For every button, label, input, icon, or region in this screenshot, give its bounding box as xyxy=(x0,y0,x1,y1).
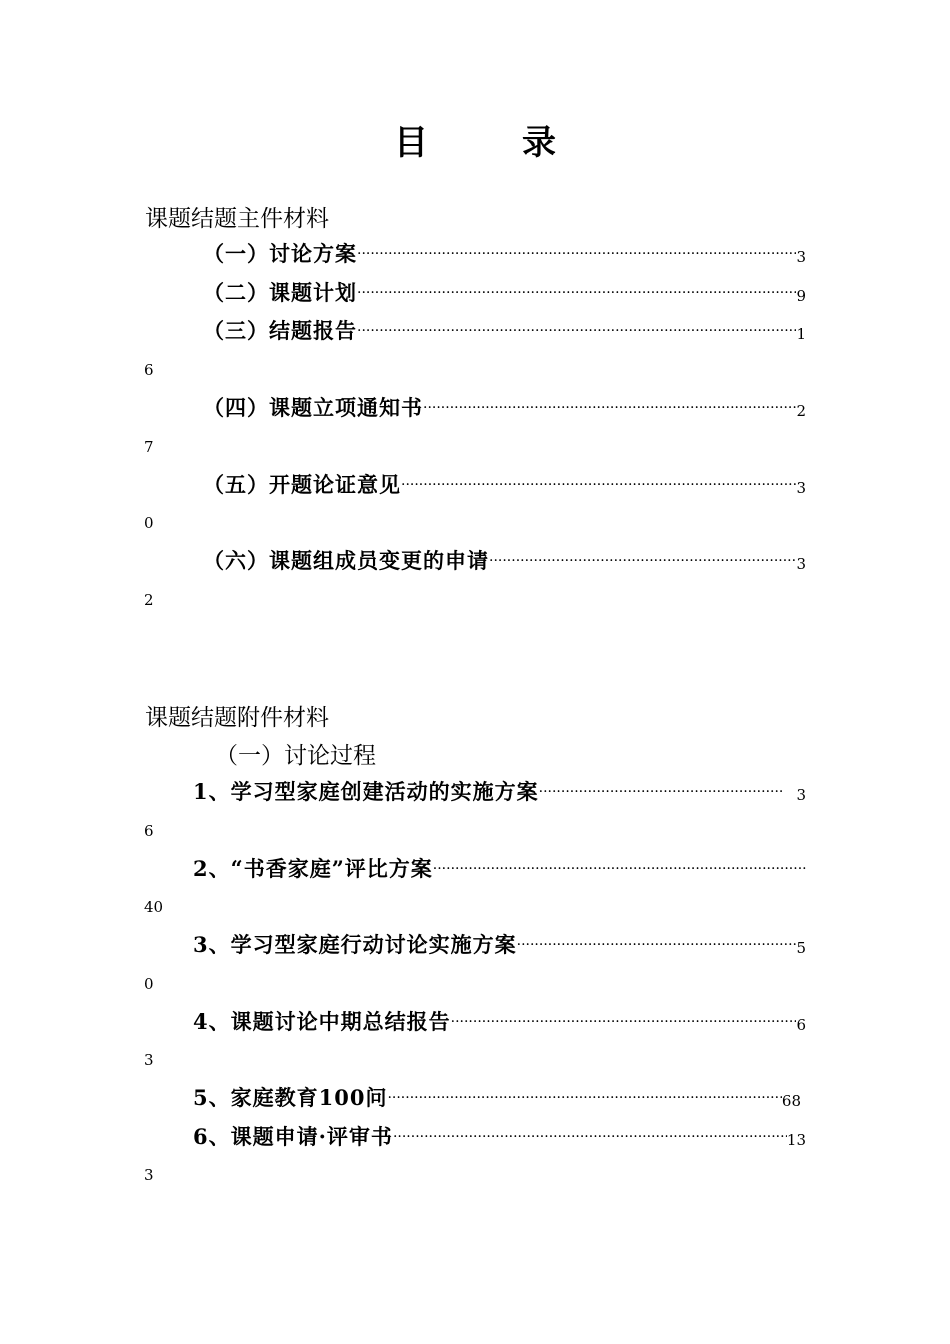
toc-entry[interactable] xyxy=(193,929,806,959)
toc-entry-page-wrap: 0 xyxy=(144,975,154,993)
toc-entry-label: （三）结题报告 xyxy=(203,318,357,343)
leader-dots xyxy=(357,323,796,339)
leader-dots xyxy=(489,553,796,569)
leader-dots xyxy=(387,1090,781,1106)
toc-entry-label: 4、课题讨论中期总结报告 xyxy=(193,1009,451,1034)
main-section-heading: 课题结题主件材料 xyxy=(145,206,329,232)
attachment-section-heading: 课题结题附件材料 xyxy=(145,705,329,731)
toc-entry-label: 6、课题申请·评审书 xyxy=(193,1124,393,1149)
toc-entry-page-wrap: 6 xyxy=(144,361,154,379)
toc-entry-label: （一）讨论方案 xyxy=(203,241,357,266)
toc-entry-label: （二）课题计划 xyxy=(203,280,357,305)
toc-entry-page-wrap: 3 xyxy=(144,1051,154,1069)
toc-entry-label: 2、“书香家庭”评比方案 xyxy=(193,856,433,881)
toc-entry-page: 3 xyxy=(796,786,806,804)
leader-dots xyxy=(517,937,797,953)
toc-entry-page-wrap: 0 xyxy=(144,514,154,532)
toc-entry-page-wrap: 6 xyxy=(144,822,154,840)
leader-dots xyxy=(401,477,796,493)
toc-entry[interactable] xyxy=(193,1006,806,1036)
toc-entry[interactable] xyxy=(203,545,806,575)
toc-entry-page: 2 xyxy=(796,402,806,420)
toc-entry[interactable] xyxy=(193,1082,801,1112)
toc-entry[interactable] xyxy=(203,315,806,345)
toc-entry-page-wrap: 3 xyxy=(144,1166,154,1184)
toc-entry-label: 1、学习型家庭创建活动的实施方案 xyxy=(193,779,539,804)
toc-entry-page: 1 xyxy=(796,325,806,343)
leader-dots xyxy=(357,285,796,301)
toc-entry-label: 3、学习型家庭行动讨论实施方案 xyxy=(193,932,517,957)
toc-entry-label: 5、家庭教育100问 xyxy=(193,1085,388,1110)
toc-entry-page: 3 xyxy=(796,555,806,573)
leader-dots xyxy=(393,1129,787,1145)
toc-entry[interactable] xyxy=(203,392,806,422)
toc-entry-page-wrap: 40 xyxy=(144,898,164,916)
leader-dots xyxy=(357,246,796,262)
toc-entry-page: 3 xyxy=(796,248,806,266)
toc-entry-page: 3 xyxy=(796,479,806,497)
toc-entry-page-wrap: 7 xyxy=(144,438,154,456)
leader-dots xyxy=(539,784,785,800)
toc-entry-page: 13 xyxy=(786,1131,806,1149)
toc-entry-label: （六）课题组成员变更的申请 xyxy=(203,548,489,573)
toc-entry[interactable] xyxy=(203,469,806,499)
toc-entry-label: （五）开题论证意见 xyxy=(203,472,401,497)
toc-entry-page: 68 xyxy=(781,1092,801,1110)
toc-entry[interactable] xyxy=(203,238,806,268)
toc-entry-page: 9 xyxy=(796,287,806,305)
attachment-subheading: （一）讨论过程 xyxy=(215,743,376,769)
toc-entry[interactable] xyxy=(193,776,806,806)
leader-dots xyxy=(423,400,796,416)
toc-entry-page-wrap: 2 xyxy=(144,591,154,609)
page-title: 目 录 xyxy=(394,123,586,163)
leader-dots xyxy=(451,1014,797,1030)
toc-entry-page: 5 xyxy=(796,939,806,957)
toc-entry-label: （四）课题立项通知书 xyxy=(203,395,423,420)
leader-dots xyxy=(433,861,806,877)
toc-entry[interactable] xyxy=(193,1121,806,1151)
toc-entry[interactable] xyxy=(193,853,806,883)
toc-entry-page: 6 xyxy=(796,1016,806,1034)
toc-entry[interactable] xyxy=(203,277,806,307)
